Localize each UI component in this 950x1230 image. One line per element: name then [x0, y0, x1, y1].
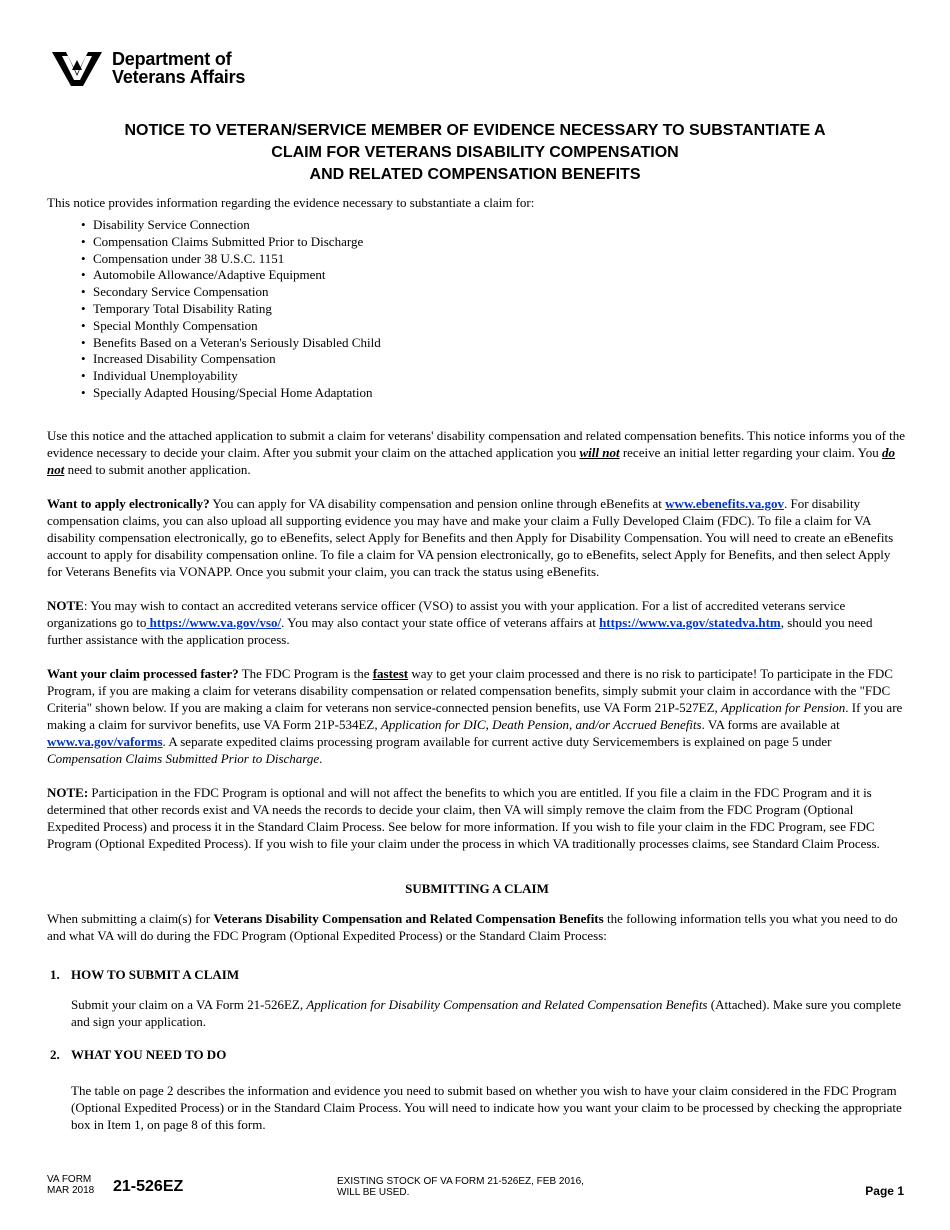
- use-notice-part1: Use this notice and the attached application to submit a claim for veterans' disability compensation and related compensation benefits. This notice informs you of the evidence necessary to decide your claim. After you submit your claim on the attached application you: [47, 427, 906, 460]
- va-seal-icon: [50, 48, 104, 88]
- section1-title: HOW TO SUBMIT A CLAIM: [71, 966, 240, 982]
- dic-form-title: Application for DIC, Death Pension, and/or Accrued Benefits: [380, 716, 702, 732]
- section2-heading: [50, 1046, 907, 1063]
- statedva-link[interactable]: https://www.va.gov/statedva.htm: [599, 614, 781, 630]
- vso-note-paragraph: [47, 597, 907, 648]
- logo-line-2: Veterans Affairs: [112, 67, 246, 87]
- footer-form-number: 21-526EZ: [113, 1178, 184, 1195]
- title-line-3: AND RELATED COMPENSATION BENEFITS: [309, 166, 641, 183]
- faster-part1: The FDC Program is the: [238, 665, 373, 681]
- footer-date: MAR 2018: [47, 1185, 95, 1196]
- footer-va-form: VA FORM: [47, 1174, 92, 1185]
- faster-part3: . If you are making a claim for survivor benefits, use VA Form 21P-534EZ,: [47, 699, 903, 732]
- section1-number: 1.: [50, 966, 60, 982]
- topic-item: • Increased Disability Compensation: [93, 351, 907, 368]
- page-footer: [47, 1174, 907, 1204]
- topic-item: • Secondary Service Compensation: [93, 284, 907, 301]
- section2-number: 2.: [50, 1046, 60, 1062]
- topic-item: • Specially Adapted Housing/Special Home Adaptation: [93, 385, 907, 402]
- section2-title: WHAT YOU NEED TO DO: [71, 1046, 227, 1062]
- vso-link[interactable]: https://www.va.gov/vso/: [146, 614, 282, 630]
- electronic-part2: . For disability compensation claims, you can also upload all supporting evidence you may have and make your claim a Fully Developed Claim (FDC). To file a claim for VA disability compensation electronically, go to eBenefits, select Apply for Benefits and then Apply for Disability Compensation. You will need to create an eBenefits account to apply for disability compensation online. To file a claim for VA pension electronically, go to eBenefits, select Apply for Benefits, and then select Apply for Veterans Benefits via VONAPP. Once you submit your claim, you can track the status using eBenefits.: [47, 495, 894, 579]
- footer-stock-line2: WILL BE USED.: [337, 1187, 410, 1198]
- footer-stock-line1: EXISTING STOCK OF VA FORM 21-526EZ, FEB 2016,: [337, 1176, 584, 1187]
- topic-item: • Automobile Allowance/Adaptive Equipment: [93, 267, 907, 284]
- section1-part2: (Attached). Make sure you complete and sign your application.: [71, 996, 901, 1029]
- submitting-paragraph: [47, 910, 907, 944]
- note2-lead: NOTE:: [47, 784, 89, 800]
- section1-heading: [50, 966, 907, 983]
- use-notice-part3: need to submit another application.: [64, 461, 251, 477]
- footer-stock-note: [337, 1176, 584, 1198]
- topic-item: • Compensation Claims Submitted Prior to Discharge: [93, 234, 907, 251]
- intro-text: This notice provides information regarding the evidence necessary to substantiate a claim for:: [47, 195, 535, 210]
- title-line-2: CLAIM FOR VETERANS DISABILITY COMPENSATION: [271, 144, 679, 161]
- topic-item: • Temporary Total Disability Rating: [93, 301, 907, 318]
- use-notice-part2: receive an initial letter regarding your claim. You: [619, 444, 883, 460]
- will-not-emphasis: will not: [579, 444, 620, 460]
- note1-lead: NOTE: [47, 597, 84, 613]
- fdc-note-paragraph: [47, 784, 907, 852]
- faster-part6: .: [319, 750, 323, 766]
- faster-part4: . VA forms are available at: [701, 716, 840, 732]
- logo-line-1: Department of: [112, 49, 232, 69]
- notice-title: [40, 120, 910, 186]
- topic-item: • Disability Service Connection: [93, 217, 907, 234]
- page-number: Page 1: [865, 1184, 904, 1198]
- faster-part5: . A separate expedited claims processing program available for current active duty Servicemembers is explained on page 5 under: [162, 733, 832, 749]
- topic-item: • Individual Unemployability: [93, 368, 907, 385]
- submitting-heading: SUBMITTING A CLAIM: [405, 880, 549, 896]
- use-notice-paragraph: [47, 427, 907, 478]
- vaforms-link[interactable]: www.va.gov/vaforms: [47, 733, 163, 749]
- faster-part2: way to get your claim processed and there is no risk to participate! To participate in the FDC Program, if you are making a claim for veterans disability compensation or related compensation benefits, simply submit your claim in accordance with the "FDC Criteria" shown below. If you are making a claim for veterans non service-connected pension benefits, use VA Form 21P-527EZ,: [47, 665, 893, 715]
- submitting-part2: the following information tells you what you need to do and what VA will do during the FDC Program (Optional Expedited Process) or the Standard Claim Process:: [47, 910, 898, 943]
- electronic-lead: Want to apply electronically?: [47, 495, 210, 511]
- submitting-bold: Veterans Disability Compensation and Related Compensation Benefits: [213, 910, 604, 926]
- section1-form-title: Application for Disability Compensation and Related Compensation Benefits: [306, 996, 708, 1012]
- pension-form-title: Application for Pension: [721, 699, 846, 715]
- footer-form-label: [47, 1174, 94, 1196]
- faster-paragraph: [47, 665, 907, 767]
- section1-part1: Submit your claim on a VA Form 21-526EZ,: [71, 996, 307, 1012]
- notice-body: [47, 194, 907, 1133]
- section2-text: The table on page 2 describes the information and evidence you need to submit based on whether you wish to have your claim considered in the FDC Program (Optional Expedited Process) or in the Standard Claim Process. You will need to indicate how you want your claim to be processed by checking the appropriate box in Item 1, on page 8 of this form.: [71, 1082, 902, 1132]
- topic-item: • Special Monthly Compensation: [93, 318, 907, 335]
- electronic-part1: You can apply for VA disability compensation and pension online through eBenefits at: [209, 495, 666, 511]
- topic-item: • Compensation under 38 U.S.C. 1151: [93, 251, 907, 268]
- electronic-paragraph: [47, 495, 907, 580]
- faster-lead: Want your claim processed faster?: [47, 665, 239, 681]
- note1-part1: : You may wish to contact an accredited veterans service officer (VSO) to assist you with your application. For a list of accredited veterans service organizations go to: [47, 597, 846, 630]
- do-not-emphasis: do not: [47, 444, 896, 477]
- topic-item: • Benefits Based on a Veteran's Seriously Disabled Child: [93, 335, 907, 352]
- title-line-1: NOTICE TO VETERAN/SERVICE MEMBER OF EVIDENCE NECESSARY TO SUBSTANTIATE A: [124, 122, 826, 139]
- topic-list: [47, 217, 907, 402]
- va-logo: [50, 48, 245, 88]
- section1-text: [71, 996, 907, 1030]
- fastest-emphasis: fastest: [372, 665, 409, 681]
- prior-discharge-title: Compensation Claims Submitted Prior to Discharge: [47, 750, 320, 766]
- note1-part3: , should you need further assistance with the application process.: [47, 614, 873, 647]
- note2-text: Participation in the FDC Program is optional and will not affect the benefits to which you are entitled. If you file a claim in the FDC Program and it is determined that other records exist and VA needs the records to decide your claim, then VA will simply remove the claim from the FDC Program (Optional Expedited Process) and process it in the Standard Claim Process. See below for more information. If you wish to file your claim in the FDC Program, see FDC Program (Optional Expedited Process). If you wish to file your claim under the process in which VA traditionally processes claims, see Standard Claim Process.: [47, 784, 880, 851]
- ebenefits-link[interactable]: www.ebenefits.va.gov: [665, 495, 784, 511]
- submitting-part1: When submitting a claim(s) for: [47, 910, 214, 926]
- note1-part2: . You may also contact your state office of veterans affairs at: [281, 614, 600, 630]
